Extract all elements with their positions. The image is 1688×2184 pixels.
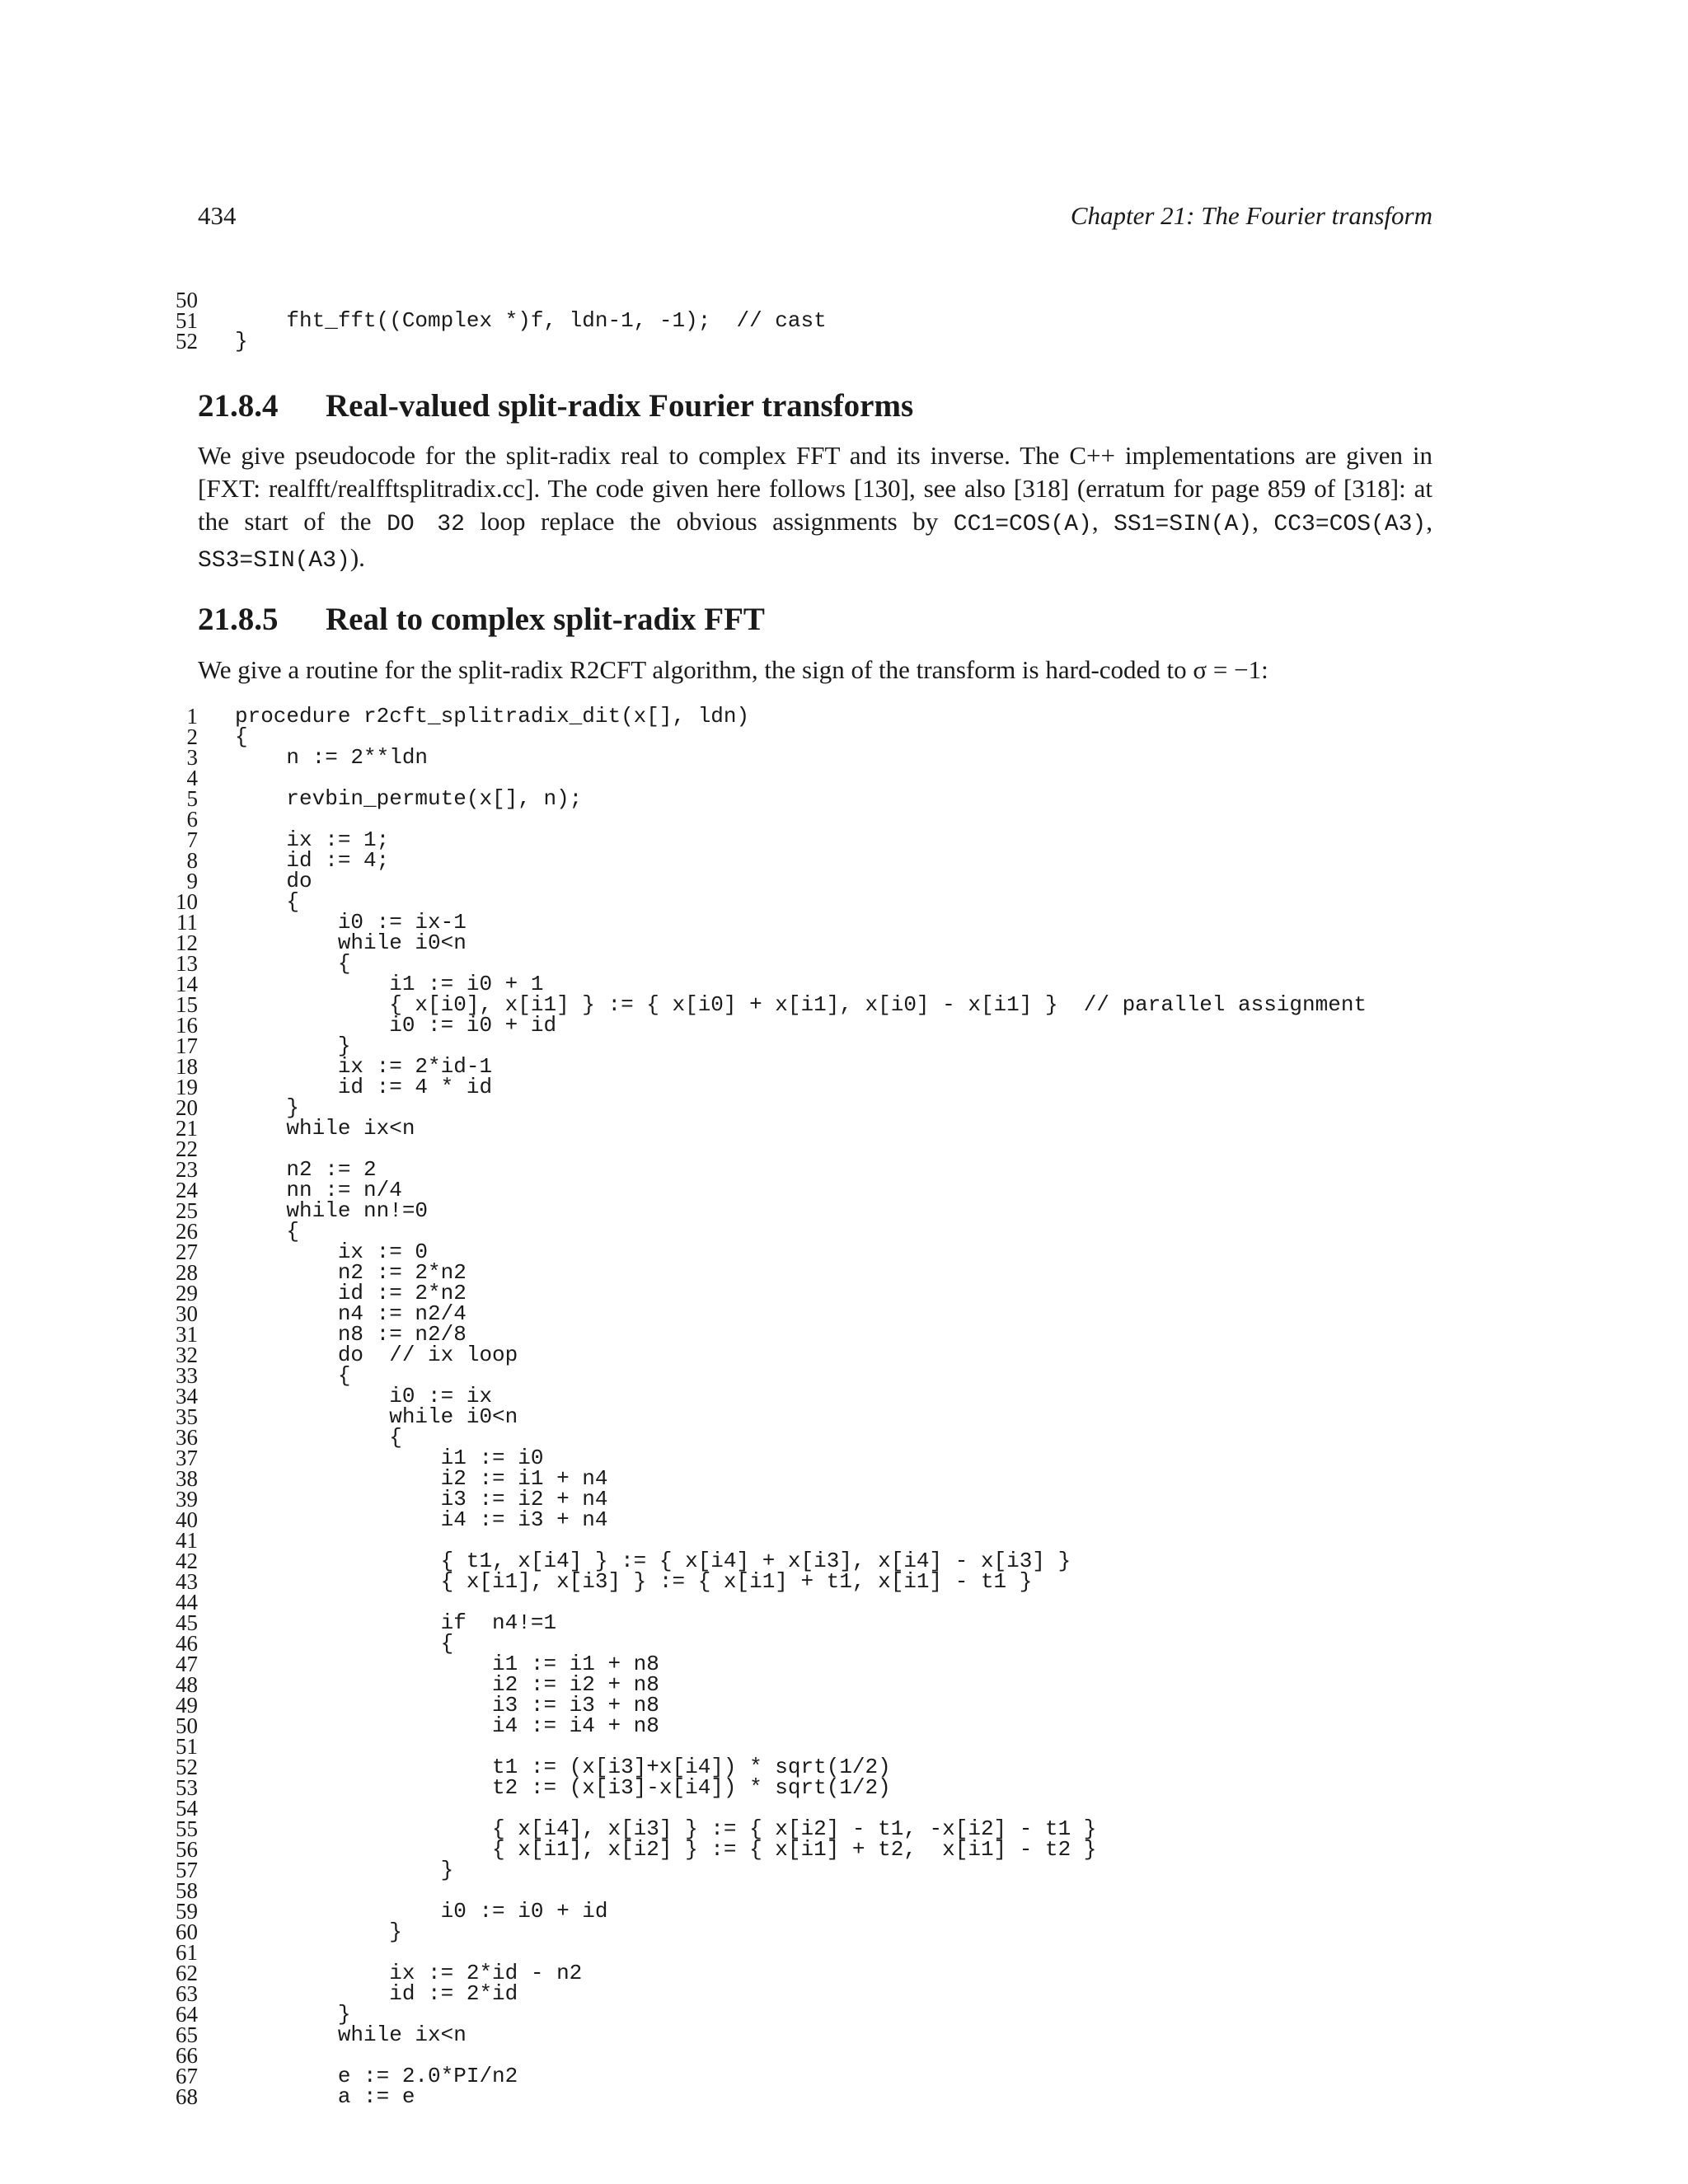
section-number: 21.8.4: [198, 388, 279, 424]
code-line: [165, 1015, 1451, 1036]
code-text: while ix<n: [235, 1116, 415, 1141]
line-number: 52: [176, 1755, 198, 1779]
code-text: n8 := n2/8: [235, 1322, 467, 1347]
line-number: 53: [176, 1775, 198, 1800]
line-number: 6: [186, 807, 198, 832]
code-text: { x[i1], x[i2] } := { x[i1] + t2, x[i1] - t2 }: [235, 1837, 1097, 1862]
line-number: 30: [176, 1301, 198, 1326]
code-text: }: [235, 1033, 351, 1058]
code-text: while ix<n: [235, 2022, 467, 2047]
code-line: [165, 331, 1451, 352]
code-text: {: [235, 889, 300, 914]
code-line: [165, 1713, 1451, 1738]
line-number: 29: [176, 1281, 198, 1305]
code-text: n4 := n2/4: [235, 1301, 467, 1326]
code-text: ix := 2*id - n2: [235, 1961, 583, 1985]
code-text: { x[i1], x[i3] } := { x[i1] + t1, x[i1] - t1 }: [235, 1569, 1033, 1594]
line-number: 44: [176, 1590, 198, 1615]
paragraph-r2cft-intro: We give a routine for the split-radix R2CFT algorithm, the sign of the transform is hard-coded to σ = −1:: [198, 655, 1268, 684]
code-text: {: [235, 724, 248, 749]
code-text: ix := 1;: [235, 827, 390, 852]
section-heading-21-8-5: [198, 601, 1432, 638]
code-text: ix := 0: [235, 1240, 429, 1264]
code-text: n2 := 2: [235, 1157, 377, 1182]
code-text: do: [235, 869, 312, 893]
line-number: 32: [176, 1343, 198, 1367]
code-text: { x[i4], x[i3] } := { x[i2] - t1, -x[i2] - t1 }: [235, 1816, 1097, 1841]
line-number: 57: [176, 1858, 198, 1882]
code-text: i0 := i0 + id: [235, 1899, 608, 1924]
code-text: procedure r2cft_splitradix_dit(x[], ldn): [235, 704, 750, 729]
line-number: 27: [176, 1240, 198, 1264]
code-text: id := 2*id: [235, 1981, 518, 2006]
line-number: 47: [176, 1652, 198, 1676]
line-number: 18: [176, 1054, 198, 1079]
page-header: [198, 201, 1432, 237]
section-number: 21.8.5: [198, 602, 279, 637]
paragraph-split-radix-intro: We give pseudocode for the split-radix real to complex FFT and its inverse. The C++ implementations are given in [FXT: realfft/realfftsplitradix.cc]. The code given here follows [130], see also [318] (erratum for page 859 of [318]: at the start of the DO 32 loop replace the obvious assignments by CC1=COS(A), SS1=SIN(A), CC3=COS(A3), SS3=SIN(A3)).: [198, 441, 1432, 574]
code-text: a := e: [235, 2084, 415, 2109]
code-text: n := 2**ldn: [235, 745, 429, 770]
line-number: 24: [176, 1178, 198, 1202]
code-text: }: [235, 2002, 351, 2027]
section-heading-21-8-4: [198, 387, 1432, 424]
code-text: ix := 2*id-1: [235, 1054, 493, 1079]
line-number: 35: [176, 1404, 198, 1429]
line-number: 64: [176, 2002, 198, 2027]
line-number: 62: [176, 1961, 198, 1985]
code-text: t1 := (x[i3]+x[i4]) * sqrt(1/2): [235, 1755, 891, 1779]
code-text: i3 := i3 + n8: [235, 1693, 659, 1718]
line-number: 51: [176, 308, 198, 333]
code-text: e := 2.0*PI/n2: [235, 2064, 518, 2088]
chapter-title: Chapter 21: The Fourier transform: [1070, 201, 1432, 230]
code-text: if n4!=1: [235, 1610, 557, 1635]
code-text: while i0<n: [235, 930, 467, 955]
line-number: 28: [176, 1260, 198, 1285]
code-text: i4 := i3 + n4: [235, 1507, 608, 1532]
line-number: 13: [176, 951, 198, 976]
line-number: 26: [176, 1219, 198, 1244]
line-number: 51: [176, 1734, 198, 1759]
code-text: i3 := i2 + n4: [235, 1487, 608, 1511]
code-line: [165, 2084, 1451, 2109]
line-number: 65: [176, 2022, 198, 2047]
code-text: i2 := i2 + n8: [235, 1672, 659, 1697]
code-listing-continuation: [165, 290, 1451, 352]
code-line: [165, 2022, 1451, 2047]
line-number: 49: [176, 1693, 198, 1718]
line-number: 3: [186, 745, 198, 770]
line-number: 20: [176, 1095, 198, 1120]
line-number: 55: [176, 1816, 198, 1841]
line-number: 15: [176, 992, 198, 1017]
code-text: i2 := i1 + n4: [235, 1466, 608, 1491]
code-line: [165, 1198, 1451, 1223]
inline-code: CC3=COS(A3): [1273, 512, 1427, 537]
line-number: 52: [176, 329, 198, 354]
code-text: i0 := ix: [235, 1384, 493, 1408]
line-number: 36: [176, 1425, 198, 1450]
line-number: 63: [176, 1981, 198, 2006]
section-title: Real-valued split-radix Fourier transforms: [326, 388, 914, 424]
code-line: [165, 1981, 1451, 2006]
line-number: 23: [176, 1157, 198, 1182]
line-number: 2: [186, 724, 198, 749]
code-text: }: [235, 1858, 454, 1882]
line-number: 34: [176, 1384, 198, 1408]
code-text: i0 := ix-1: [235, 910, 467, 935]
line-number: 42: [176, 1549, 198, 1573]
line-number: 14: [176, 972, 198, 996]
code-line: [165, 745, 1451, 770]
code-line: [165, 871, 1451, 892]
line-number: 22: [176, 1137, 198, 1161]
page-number: 434: [198, 201, 237, 230]
line-number: 68: [176, 2084, 198, 2109]
code-line: [165, 1507, 1451, 1532]
line-number: 8: [186, 848, 198, 873]
line-number: 59: [176, 1899, 198, 1924]
code-text: {: [235, 1631, 454, 1656]
code-line: [165, 848, 1451, 873]
line-number: 58: [176, 1878, 198, 1903]
line-number: 16: [176, 1013, 198, 1038]
code-text: }: [235, 1095, 300, 1120]
line-number: 50: [176, 288, 198, 312]
code-text: {: [235, 1425, 402, 1450]
code-text: id := 2*n2: [235, 1281, 467, 1305]
inline-code: DO 32: [387, 512, 465, 537]
line-number: 21: [176, 1116, 198, 1141]
code-text: {: [235, 1219, 300, 1244]
code-text: do // ix loop: [235, 1343, 518, 1367]
code-text: t2 := (x[i3]-x[i4]) * sqrt(1/2): [235, 1775, 891, 1800]
code-listing-r2cft-splitradix: [165, 706, 1451, 2107]
line-number: 37: [176, 1446, 198, 1470]
inline-code: SS1=SIN(A): [1114, 512, 1253, 537]
code-line: [165, 1118, 1451, 1139]
line-number: 41: [176, 1528, 198, 1553]
code-text: {: [235, 951, 351, 976]
code-text: id := 4 * id: [235, 1075, 493, 1099]
line-number: 11: [176, 910, 198, 935]
line-number: 48: [176, 1672, 198, 1697]
line-number: 61: [176, 1940, 198, 1965]
code-text: {: [235, 1363, 351, 1388]
code-text: i0 := i0 + id: [235, 1013, 557, 1038]
code-text: i1 := i0 + 1: [235, 972, 544, 996]
line-number: 43: [176, 1569, 198, 1594]
code-line: [165, 1860, 1451, 1881]
code-text: { t1, x[i4] } := { x[i4] + x[i3], x[i4] - x[i3] }: [235, 1549, 1071, 1573]
code-text: while nn!=0: [235, 1198, 429, 1223]
code-line: [165, 930, 1451, 955]
code-text: i1 := i0: [235, 1446, 544, 1470]
code-text: { x[i0], x[i1] } := { x[i0] + x[i1], x[i0] - x[i1] } // parallel assignment: [235, 992, 1367, 1017]
line-number: 5: [186, 786, 198, 811]
code-line: [165, 706, 1451, 727]
line-number: 66: [176, 2043, 198, 2068]
line-number: 67: [176, 2064, 198, 2088]
line-number: 25: [176, 1198, 198, 1223]
line-number: 19: [176, 1075, 198, 1099]
code-line: [165, 1775, 1451, 1800]
line-number: 46: [176, 1631, 198, 1656]
line-number: 39: [176, 1487, 198, 1511]
line-number: 10: [176, 889, 198, 914]
line-number: 50: [176, 1713, 198, 1738]
line-number: 7: [186, 827, 198, 852]
code-text: while i0<n: [235, 1404, 518, 1429]
line-number: 31: [176, 1322, 198, 1347]
inline-code: SS3=SIN(A3): [198, 548, 350, 574]
code-text: i4 := i4 + n8: [235, 1713, 659, 1738]
line-number: 33: [176, 1363, 198, 1388]
line-number: 9: [186, 869, 198, 893]
code-line: [165, 1077, 1451, 1098]
line-number: 40: [176, 1507, 198, 1532]
code-text: i1 := i1 + n8: [235, 1652, 659, 1676]
code-line: [165, 1345, 1451, 1366]
code-line: [165, 1919, 1451, 1944]
code-line: [165, 1569, 1451, 1594]
section-title: Real to complex split-radix FFT: [326, 602, 765, 637]
line-number: 45: [176, 1610, 198, 1635]
code-line: [165, 308, 1451, 333]
line-number: 54: [176, 1796, 198, 1821]
line-number: 56: [176, 1837, 198, 1862]
code-line: [165, 786, 1451, 811]
line-number: 60: [176, 1919, 198, 1944]
line-number: 1: [186, 704, 198, 729]
line-number: 38: [176, 1466, 198, 1491]
code-text: n2 := 2*n2: [235, 1260, 467, 1285]
code-text: fht_fft((Complex *)f, ldn-1, -1); // cast: [235, 308, 827, 333]
code-text: }: [235, 329, 248, 354]
code-text: revbin_permute(x[], n);: [235, 786, 583, 811]
line-number: 17: [176, 1033, 198, 1058]
code-text: }: [235, 1919, 402, 1944]
line-number: 12: [176, 930, 198, 955]
code-text: nn := n/4: [235, 1178, 402, 1202]
code-text: id := 4;: [235, 848, 390, 873]
inline-code: CC1=COS(A): [953, 512, 1092, 537]
line-number: 4: [186, 766, 198, 790]
